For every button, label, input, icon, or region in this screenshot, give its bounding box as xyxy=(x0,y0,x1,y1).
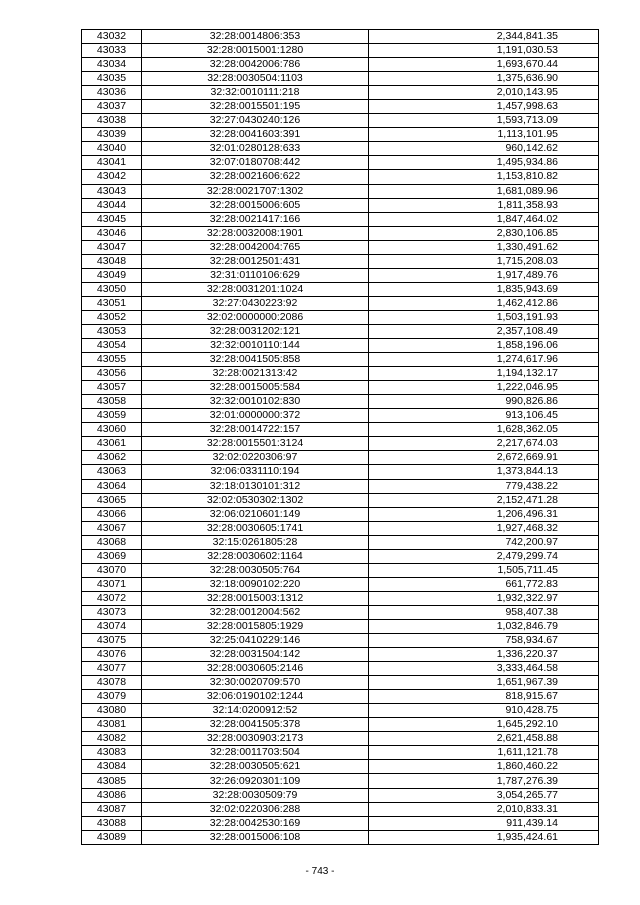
table-row xyxy=(82,676,599,690)
cadastral-number-cell: 32:28:0030505:764 xyxy=(142,563,369,577)
record-number-cell: 43076 xyxy=(82,648,142,662)
cadastral-number-cell: 32:28:0021313:42 xyxy=(142,367,369,381)
record-number-cell: 43047 xyxy=(82,240,142,254)
cadastral-number-cell: 32:28:0015006:605 xyxy=(142,198,369,212)
record-number-cell: 43033 xyxy=(82,44,142,58)
amount-cell: 958,407.38 xyxy=(369,605,599,619)
table-row xyxy=(82,44,599,58)
cadastral-number-cell: 32:28:0032008:1901 xyxy=(142,226,369,240)
record-number-cell: 43081 xyxy=(82,718,142,732)
table-row xyxy=(82,465,599,479)
table-row xyxy=(82,591,599,605)
cadastral-number-cell: 32:28:0015501:195 xyxy=(142,100,369,114)
table-row xyxy=(82,507,599,521)
cadastral-number-cell: 32:02:0220306:288 xyxy=(142,802,369,816)
record-number-cell: 43051 xyxy=(82,296,142,310)
amount-cell: 1,336,220.37 xyxy=(369,648,599,662)
cadastral-number-cell: 32:28:0021707:1302 xyxy=(142,184,369,198)
amount-cell: 1,503,191.93 xyxy=(369,310,599,324)
table-row xyxy=(82,549,599,563)
record-number-cell: 43032 xyxy=(82,30,142,44)
table-row xyxy=(82,353,599,367)
cadastral-number-cell: 32:28:0042006:786 xyxy=(142,58,369,72)
table-row xyxy=(82,282,599,296)
table-row xyxy=(82,788,599,802)
amount-cell: 2,830,106.85 xyxy=(369,226,599,240)
cadastral-number-cell: 32:28:0012501:431 xyxy=(142,254,369,268)
records-table-body xyxy=(82,30,599,845)
table-row xyxy=(82,662,599,676)
cadastral-number-cell: 32:28:0042530:169 xyxy=(142,816,369,830)
cadastral-number-cell: 32:28:0015001:1280 xyxy=(142,44,369,58)
table-row xyxy=(82,704,599,718)
table-row xyxy=(82,830,599,844)
cadastral-number-cell: 32:27:0430240:126 xyxy=(142,114,369,128)
table-row xyxy=(82,170,599,184)
table-row xyxy=(82,226,599,240)
record-number-cell: 43039 xyxy=(82,128,142,142)
amount-cell: 1,927,468.32 xyxy=(369,521,599,535)
record-number-cell: 43066 xyxy=(82,507,142,521)
amount-cell: 1,457,998.63 xyxy=(369,100,599,114)
cadastral-number-cell: 32:01:0280128:633 xyxy=(142,142,369,156)
cadastral-number-cell: 32:28:0030505:621 xyxy=(142,760,369,774)
record-number-cell: 43041 xyxy=(82,156,142,170)
table-row xyxy=(82,395,599,409)
table-row xyxy=(82,268,599,282)
amount-cell: 1,194,132.17 xyxy=(369,367,599,381)
record-number-cell: 43089 xyxy=(82,830,142,844)
record-number-cell: 43044 xyxy=(82,198,142,212)
record-number-cell: 43067 xyxy=(82,521,142,535)
table-row xyxy=(82,479,599,493)
table-row xyxy=(82,816,599,830)
cadastral-number-cell: 32:31:0110106:629 xyxy=(142,268,369,282)
record-number-cell: 43043 xyxy=(82,184,142,198)
cadastral-number-cell: 32:28:0015005:584 xyxy=(142,381,369,395)
record-number-cell: 43086 xyxy=(82,788,142,802)
cadastral-number-cell: 32:02:0530302:1302 xyxy=(142,493,369,507)
table-row xyxy=(82,648,599,662)
amount-cell: 2,479,299.74 xyxy=(369,549,599,563)
table-row xyxy=(82,423,599,437)
record-number-cell: 43083 xyxy=(82,746,142,760)
amount-cell: 742,200.97 xyxy=(369,535,599,549)
record-number-cell: 43057 xyxy=(82,381,142,395)
record-number-cell: 43073 xyxy=(82,605,142,619)
table-row xyxy=(82,100,599,114)
cadastral-number-cell: 32:28:0030509:79 xyxy=(142,788,369,802)
amount-cell: 1,858,196.06 xyxy=(369,339,599,353)
table-row xyxy=(82,156,599,170)
record-number-cell: 43068 xyxy=(82,535,142,549)
amount-cell: 2,344,841.35 xyxy=(369,30,599,44)
record-number-cell: 43060 xyxy=(82,423,142,437)
table-row xyxy=(82,212,599,226)
table-row xyxy=(82,198,599,212)
table-row xyxy=(82,367,599,381)
amount-cell: 1,153,810.82 xyxy=(369,170,599,184)
cadastral-number-cell: 32:30:0020709:570 xyxy=(142,676,369,690)
amount-cell: 661,772.83 xyxy=(369,577,599,591)
table-row xyxy=(82,72,599,86)
cadastral-number-cell: 32:28:0015006:108 xyxy=(142,830,369,844)
table-row xyxy=(82,732,599,746)
amount-cell: 1,847,464.02 xyxy=(369,212,599,226)
record-number-cell: 43054 xyxy=(82,339,142,353)
cadastral-number-cell: 32:28:0031202:121 xyxy=(142,324,369,338)
table-row xyxy=(82,563,599,577)
cadastral-number-cell: 32:28:0021606:622 xyxy=(142,170,369,184)
record-number-cell: 43080 xyxy=(82,704,142,718)
record-number-cell: 43050 xyxy=(82,282,142,296)
amount-cell: 911,439.14 xyxy=(369,816,599,830)
cadastral-number-cell: 32:28:0041505:858 xyxy=(142,353,369,367)
amount-cell: 1,206,496.31 xyxy=(369,507,599,521)
table-row xyxy=(82,240,599,254)
amount-cell: 1,651,967.39 xyxy=(369,676,599,690)
page-number: - 743 - xyxy=(305,866,335,877)
amount-cell: 1,811,358.93 xyxy=(369,198,599,212)
cadastral-number-cell: 32:32:0010111:218 xyxy=(142,86,369,100)
cadastral-number-cell: 32:14:0200912:52 xyxy=(142,704,369,718)
amount-cell: 1,917,489.76 xyxy=(369,268,599,282)
table-row xyxy=(82,746,599,760)
record-number-cell: 43070 xyxy=(82,563,142,577)
amount-cell: 1,787,276.39 xyxy=(369,774,599,788)
table-row xyxy=(82,409,599,423)
cadastral-number-cell: 32:28:0031201:1024 xyxy=(142,282,369,296)
cadastral-number-cell: 32:28:0014806:353 xyxy=(142,30,369,44)
cadastral-number-cell: 32:28:0041603:391 xyxy=(142,128,369,142)
record-number-cell: 43058 xyxy=(82,395,142,409)
record-number-cell: 43061 xyxy=(82,437,142,451)
cadastral-number-cell: 32:26:0920301:109 xyxy=(142,774,369,788)
table-row xyxy=(82,296,599,310)
cadastral-number-cell: 32:28:0015501:3124 xyxy=(142,437,369,451)
amount-cell: 818,915.67 xyxy=(369,690,599,704)
record-number-cell: 43069 xyxy=(82,549,142,563)
amount-cell: 960,142.62 xyxy=(369,142,599,156)
cadastral-number-cell: 32:28:0030504:1103 xyxy=(142,72,369,86)
table-row xyxy=(82,30,599,44)
record-number-cell: 43037 xyxy=(82,100,142,114)
record-number-cell: 43065 xyxy=(82,493,142,507)
record-number-cell: 43059 xyxy=(82,409,142,423)
table-row xyxy=(82,760,599,774)
cadastral-number-cell: 32:06:0331110:194 xyxy=(142,465,369,479)
amount-cell: 1,935,424.61 xyxy=(369,830,599,844)
table-row xyxy=(82,381,599,395)
record-number-cell: 43064 xyxy=(82,479,142,493)
record-number-cell: 43084 xyxy=(82,760,142,774)
amount-cell: 1,628,362.05 xyxy=(369,423,599,437)
amount-cell: 1,860,460.22 xyxy=(369,760,599,774)
record-number-cell: 43042 xyxy=(82,170,142,184)
record-number-cell: 43079 xyxy=(82,690,142,704)
amount-cell: 990,826.86 xyxy=(369,395,599,409)
cadastral-number-cell: 32:06:0190102:1244 xyxy=(142,690,369,704)
amount-cell: 2,672,669.91 xyxy=(369,451,599,465)
record-number-cell: 43063 xyxy=(82,465,142,479)
record-number-cell: 43082 xyxy=(82,732,142,746)
record-number-cell: 43085 xyxy=(82,774,142,788)
cadastral-number-cell: 32:18:0090102:220 xyxy=(142,577,369,591)
record-number-cell: 43056 xyxy=(82,367,142,381)
amount-cell: 1,274,617.96 xyxy=(369,353,599,367)
cadastral-number-cell: 32:27:0430223:92 xyxy=(142,296,369,310)
cadastral-number-cell: 32:01:0000000:372 xyxy=(142,409,369,423)
cadastral-number-cell: 32:02:0220306:97 xyxy=(142,451,369,465)
amount-cell: 2,010,143.95 xyxy=(369,86,599,100)
amount-cell: 2,357,108.49 xyxy=(369,324,599,338)
record-number-cell: 43046 xyxy=(82,226,142,240)
amount-cell: 1,330,491.62 xyxy=(369,240,599,254)
cadastral-number-cell: 32:32:0010110:144 xyxy=(142,339,369,353)
cadastral-number-cell: 32:28:0011703:504 xyxy=(142,746,369,760)
table-row xyxy=(82,437,599,451)
amount-cell: 1,835,943.69 xyxy=(369,282,599,296)
amount-cell: 1,505,711.45 xyxy=(369,563,599,577)
amount-cell: 1,191,030.53 xyxy=(369,44,599,58)
cadastral-number-cell: 32:28:0021417:166 xyxy=(142,212,369,226)
record-number-cell: 43034 xyxy=(82,58,142,72)
amount-cell: 910,428.75 xyxy=(369,704,599,718)
amount-cell: 3,054,265.77 xyxy=(369,788,599,802)
table-row xyxy=(82,324,599,338)
table-row xyxy=(82,58,599,72)
table-row xyxy=(82,451,599,465)
cadastral-number-cell: 32:28:0015003:1312 xyxy=(142,591,369,605)
record-number-cell: 43078 xyxy=(82,676,142,690)
amount-cell: 1,715,208.03 xyxy=(369,254,599,268)
table-row xyxy=(82,577,599,591)
amount-cell: 1,462,412.86 xyxy=(369,296,599,310)
amount-cell: 2,621,458.88 xyxy=(369,732,599,746)
amount-cell: 1,373,844.13 xyxy=(369,465,599,479)
record-number-cell: 43071 xyxy=(82,577,142,591)
record-number-cell: 43074 xyxy=(82,619,142,633)
cadastral-number-cell: 32:25:0410229:146 xyxy=(142,634,369,648)
cadastral-number-cell: 32:28:0015805:1929 xyxy=(142,619,369,633)
cadastral-number-cell: 32:06:0210601:149 xyxy=(142,507,369,521)
cadastral-number-cell: 32:28:0030605:2146 xyxy=(142,662,369,676)
amount-cell: 2,152,471.28 xyxy=(369,493,599,507)
table-row xyxy=(82,634,599,648)
amount-cell: 1,495,934.86 xyxy=(369,156,599,170)
amount-cell: 1,681,089.96 xyxy=(369,184,599,198)
cadastral-number-cell: 32:28:0042004:765 xyxy=(142,240,369,254)
amount-cell: 758,934.67 xyxy=(369,634,599,648)
record-number-cell: 43077 xyxy=(82,662,142,676)
amount-cell: 1,032,846.79 xyxy=(369,619,599,633)
table-row xyxy=(82,535,599,549)
table-row xyxy=(82,802,599,816)
cadastral-number-cell: 32:07:0180708:442 xyxy=(142,156,369,170)
table-row xyxy=(82,184,599,198)
record-number-cell: 43049 xyxy=(82,268,142,282)
table-row xyxy=(82,114,599,128)
record-number-cell: 43036 xyxy=(82,86,142,100)
table-row xyxy=(82,86,599,100)
record-number-cell: 43075 xyxy=(82,634,142,648)
amount-cell: 1,113,101.95 xyxy=(369,128,599,142)
cadastral-number-cell: 32:02:0000000:2086 xyxy=(142,310,369,324)
cadastral-number-cell: 32:28:0014722:157 xyxy=(142,423,369,437)
amount-cell: 2,010,833.31 xyxy=(369,802,599,816)
amount-cell: 913,106.45 xyxy=(369,409,599,423)
table-row xyxy=(82,254,599,268)
record-number-cell: 43035 xyxy=(82,72,142,86)
record-number-cell: 43072 xyxy=(82,591,142,605)
table-row xyxy=(82,619,599,633)
table-row xyxy=(82,718,599,732)
amount-cell: 1,593,713.09 xyxy=(369,114,599,128)
record-number-cell: 43040 xyxy=(82,142,142,156)
amount-cell: 779,438.22 xyxy=(369,479,599,493)
records-table xyxy=(81,29,599,845)
amount-cell: 3,333,464.58 xyxy=(369,662,599,676)
table-row xyxy=(82,521,599,535)
record-number-cell: 43055 xyxy=(82,353,142,367)
cadastral-number-cell: 32:28:0030605:1741 xyxy=(142,521,369,535)
record-number-cell: 43053 xyxy=(82,324,142,338)
amount-cell: 1,222,046.95 xyxy=(369,381,599,395)
amount-cell: 2,217,674.03 xyxy=(369,437,599,451)
table-row xyxy=(82,128,599,142)
cadastral-number-cell: 32:28:0031504:142 xyxy=(142,648,369,662)
record-number-cell: 43087 xyxy=(82,802,142,816)
record-number-cell: 43052 xyxy=(82,310,142,324)
amount-cell: 1,645,292.10 xyxy=(369,718,599,732)
amount-cell: 1,693,670.44 xyxy=(369,58,599,72)
cadastral-number-cell: 32:15:0261805:28 xyxy=(142,535,369,549)
table-row xyxy=(82,339,599,353)
amount-cell: 1,375,636.90 xyxy=(369,72,599,86)
table-row xyxy=(82,605,599,619)
cadastral-number-cell: 32:28:0041505:378 xyxy=(142,718,369,732)
cadastral-number-cell: 32:28:0030903:2173 xyxy=(142,732,369,746)
cadastral-number-cell: 32:28:0012004:562 xyxy=(142,605,369,619)
table-row xyxy=(82,493,599,507)
cadastral-number-cell: 32:28:0030602:1164 xyxy=(142,549,369,563)
amount-cell: 1,611,121.78 xyxy=(369,746,599,760)
record-number-cell: 43038 xyxy=(82,114,142,128)
table-row xyxy=(82,310,599,324)
cadastral-number-cell: 32:18:0130101:312 xyxy=(142,479,369,493)
cadastral-number-cell: 32:32:0010102:830 xyxy=(142,395,369,409)
table-row xyxy=(82,142,599,156)
record-number-cell: 43048 xyxy=(82,254,142,268)
table-row xyxy=(82,774,599,788)
amount-cell: 1,932,322.97 xyxy=(369,591,599,605)
table-row xyxy=(82,690,599,704)
record-number-cell: 43062 xyxy=(82,451,142,465)
record-number-cell: 43045 xyxy=(82,212,142,226)
record-number-cell: 43088 xyxy=(82,816,142,830)
